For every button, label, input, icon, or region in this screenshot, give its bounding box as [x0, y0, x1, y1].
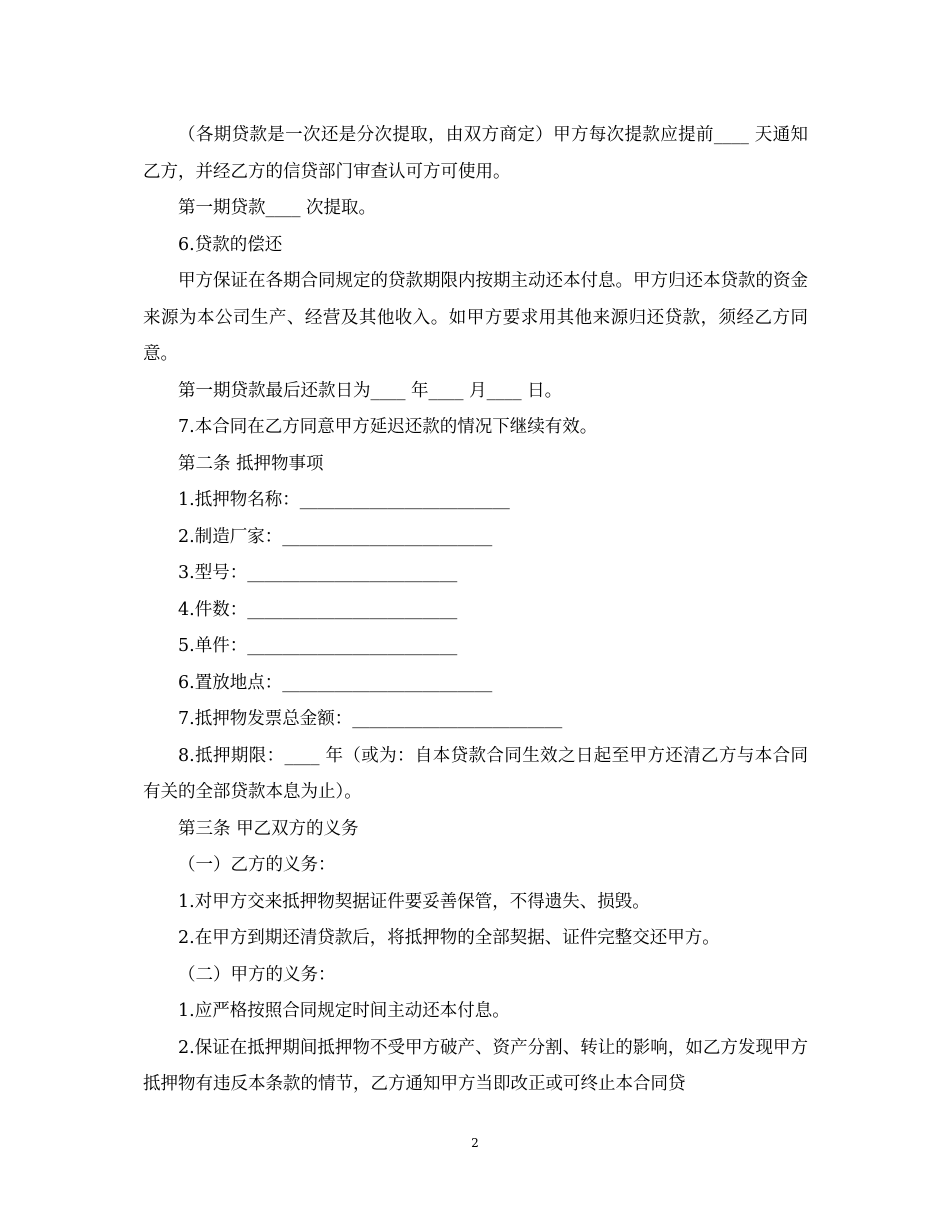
- party-b-obligation-1: 1.对甲方交来抵押物契据证件要妥善保管，不得遗失、损毁。: [178, 891, 650, 912]
- collateral-manufacturer-field: 2.制造厂家：________________________: [178, 526, 493, 547]
- collateral-invoice-amount-field: 7.抵押物发票总金额：________________________: [178, 709, 563, 729]
- paragraph-heading-repayment: 6.贷款的偿还: [178, 234, 283, 255]
- subheading-party-a-obligations: （二）甲方的义务：: [178, 964, 336, 985]
- collateral-term-field: 8.抵押期限：____ 年（或为：自本贷款合同生效之日起至甲方还清乙方与本合同有关的全部贷款本息为止）。: [143, 745, 808, 802]
- collateral-model-field: 3.型号：________________________: [178, 563, 458, 583]
- party-a-obligation-1: 1.应严格按照合同规定时间主动还本付息。: [178, 1001, 510, 1021]
- document-body: [143, 117, 808, 1103]
- collateral-quantity-field: 4.件数：________________________: [178, 599, 458, 620]
- subheading-party-b-obligations: （一）乙方的义务：: [178, 855, 336, 875]
- paragraph-contract-validity: 7.本合同在乙方同意甲方延迟还款的情况下继续有效。: [178, 417, 598, 437]
- paragraph-final-repayment-date: 第一期贷款最后还款日为____ 年____ 月____ 日。: [178, 380, 563, 401]
- party-b-obligation-2: 2.在甲方到期还清贷款后，将抵押物的全部契据、证件完整交还甲方。: [178, 928, 720, 948]
- page-number: 2: [471, 1136, 479, 1150]
- collateral-location-field: 6.置放地点：________________________: [178, 672, 493, 693]
- section-heading-collateral: 第二条 抵押物事项: [178, 453, 324, 474]
- paragraph-first-loan-withdrawal-times: 第一期贷款____ 次提取。: [178, 198, 377, 218]
- paragraph-repayment-guarantee: 甲方保证在各期合同规定的贷款期限内按期主动还本付息。甲方归还本贷款的资金来源为本公司生产、经营及其他收入。如甲方要求用其他来源归还贷款，须经乙方同意。: [143, 271, 808, 364]
- section-heading-obligations: 第三条 甲乙双方的义务: [178, 818, 359, 839]
- paragraph-loan-withdrawal: （各期贷款是一次还是分次提取，由双方商定）甲方每次提款应提前____ 天通知乙方，并经乙方的信贷部门审查认可方可使用。: [143, 125, 808, 182]
- collateral-unit-field: 5.单件：________________________: [178, 636, 458, 656]
- collateral-name-field: 1.抵押物名称：________________________: [178, 490, 510, 510]
- party-a-obligation-2: 2.保证在抵押期间抵押物不受甲方破产、资产分割、转让的影响，如乙方发现甲方抵押物有违反本条款的情节，乙方通知甲方当即改正或可终止本合同贷: [143, 1037, 808, 1094]
